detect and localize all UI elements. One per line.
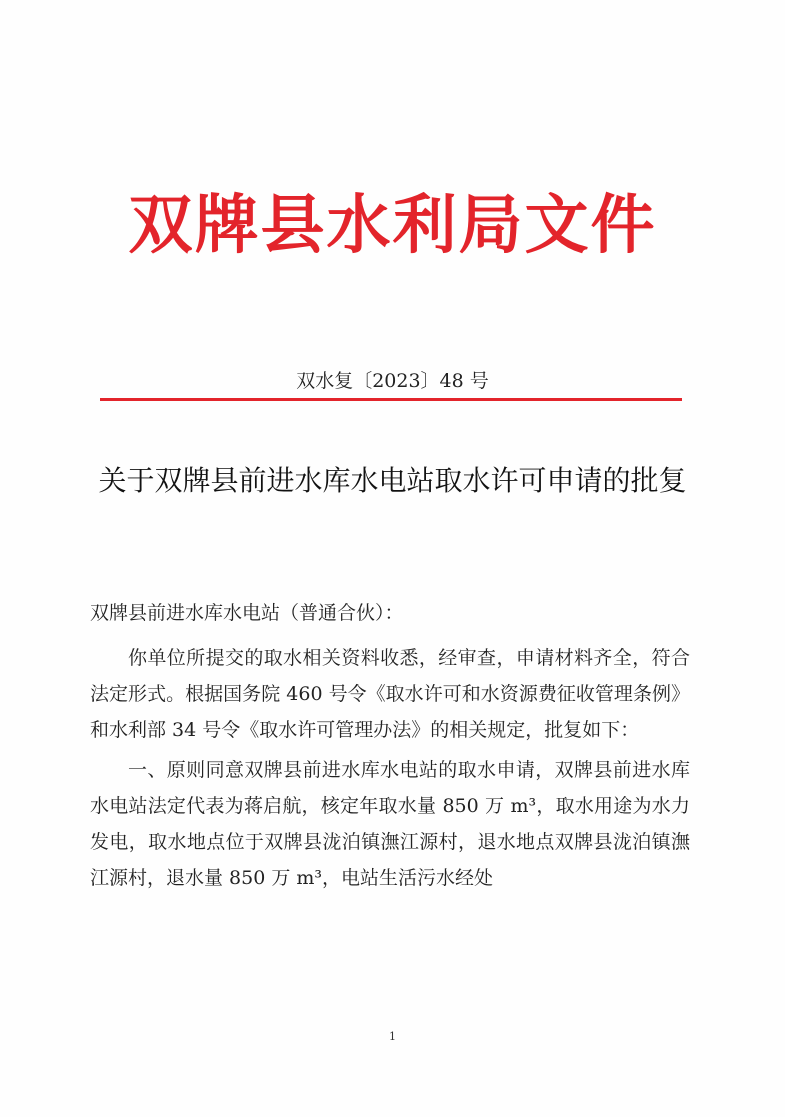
document-subject: 关于双牌县前进水库水电站取水许可申请的批复 [98, 464, 687, 497]
addressee: 双牌县前进水库水电站（普通合伙）： [90, 602, 404, 624]
document-number: 双水复〔2023〕48 号 [296, 370, 489, 392]
document-body [90, 640, 690, 900]
header-red-rule [100, 398, 682, 401]
body-paragraph: 一、原则同意双牌县前进水库水电站的取水申请，双牌县前进水库水电站法定代表为蒋启航，核定年取水量 850 万 m³，取水用途为水力发电，取水地点位于双牌县泷泊镇潕江源村，退水地点双牌县泷泊镇潕江源村，退水量 850 万 m³，电站生活污水经处 [90, 759, 690, 889]
page-number: 1 [389, 1030, 396, 1043]
document-header-title: 双牌县水利局文件 [128, 188, 657, 263]
body-paragraph: 你单位所提交的取水相关资料收悉，经审查，申请材料齐全，符合法定形式。根据国务院 460 号令《取水许可和水资源费征收管理条例》和水利部 34 号令《取水许可管理办法》的相关规定，批复如下： [90, 647, 690, 741]
